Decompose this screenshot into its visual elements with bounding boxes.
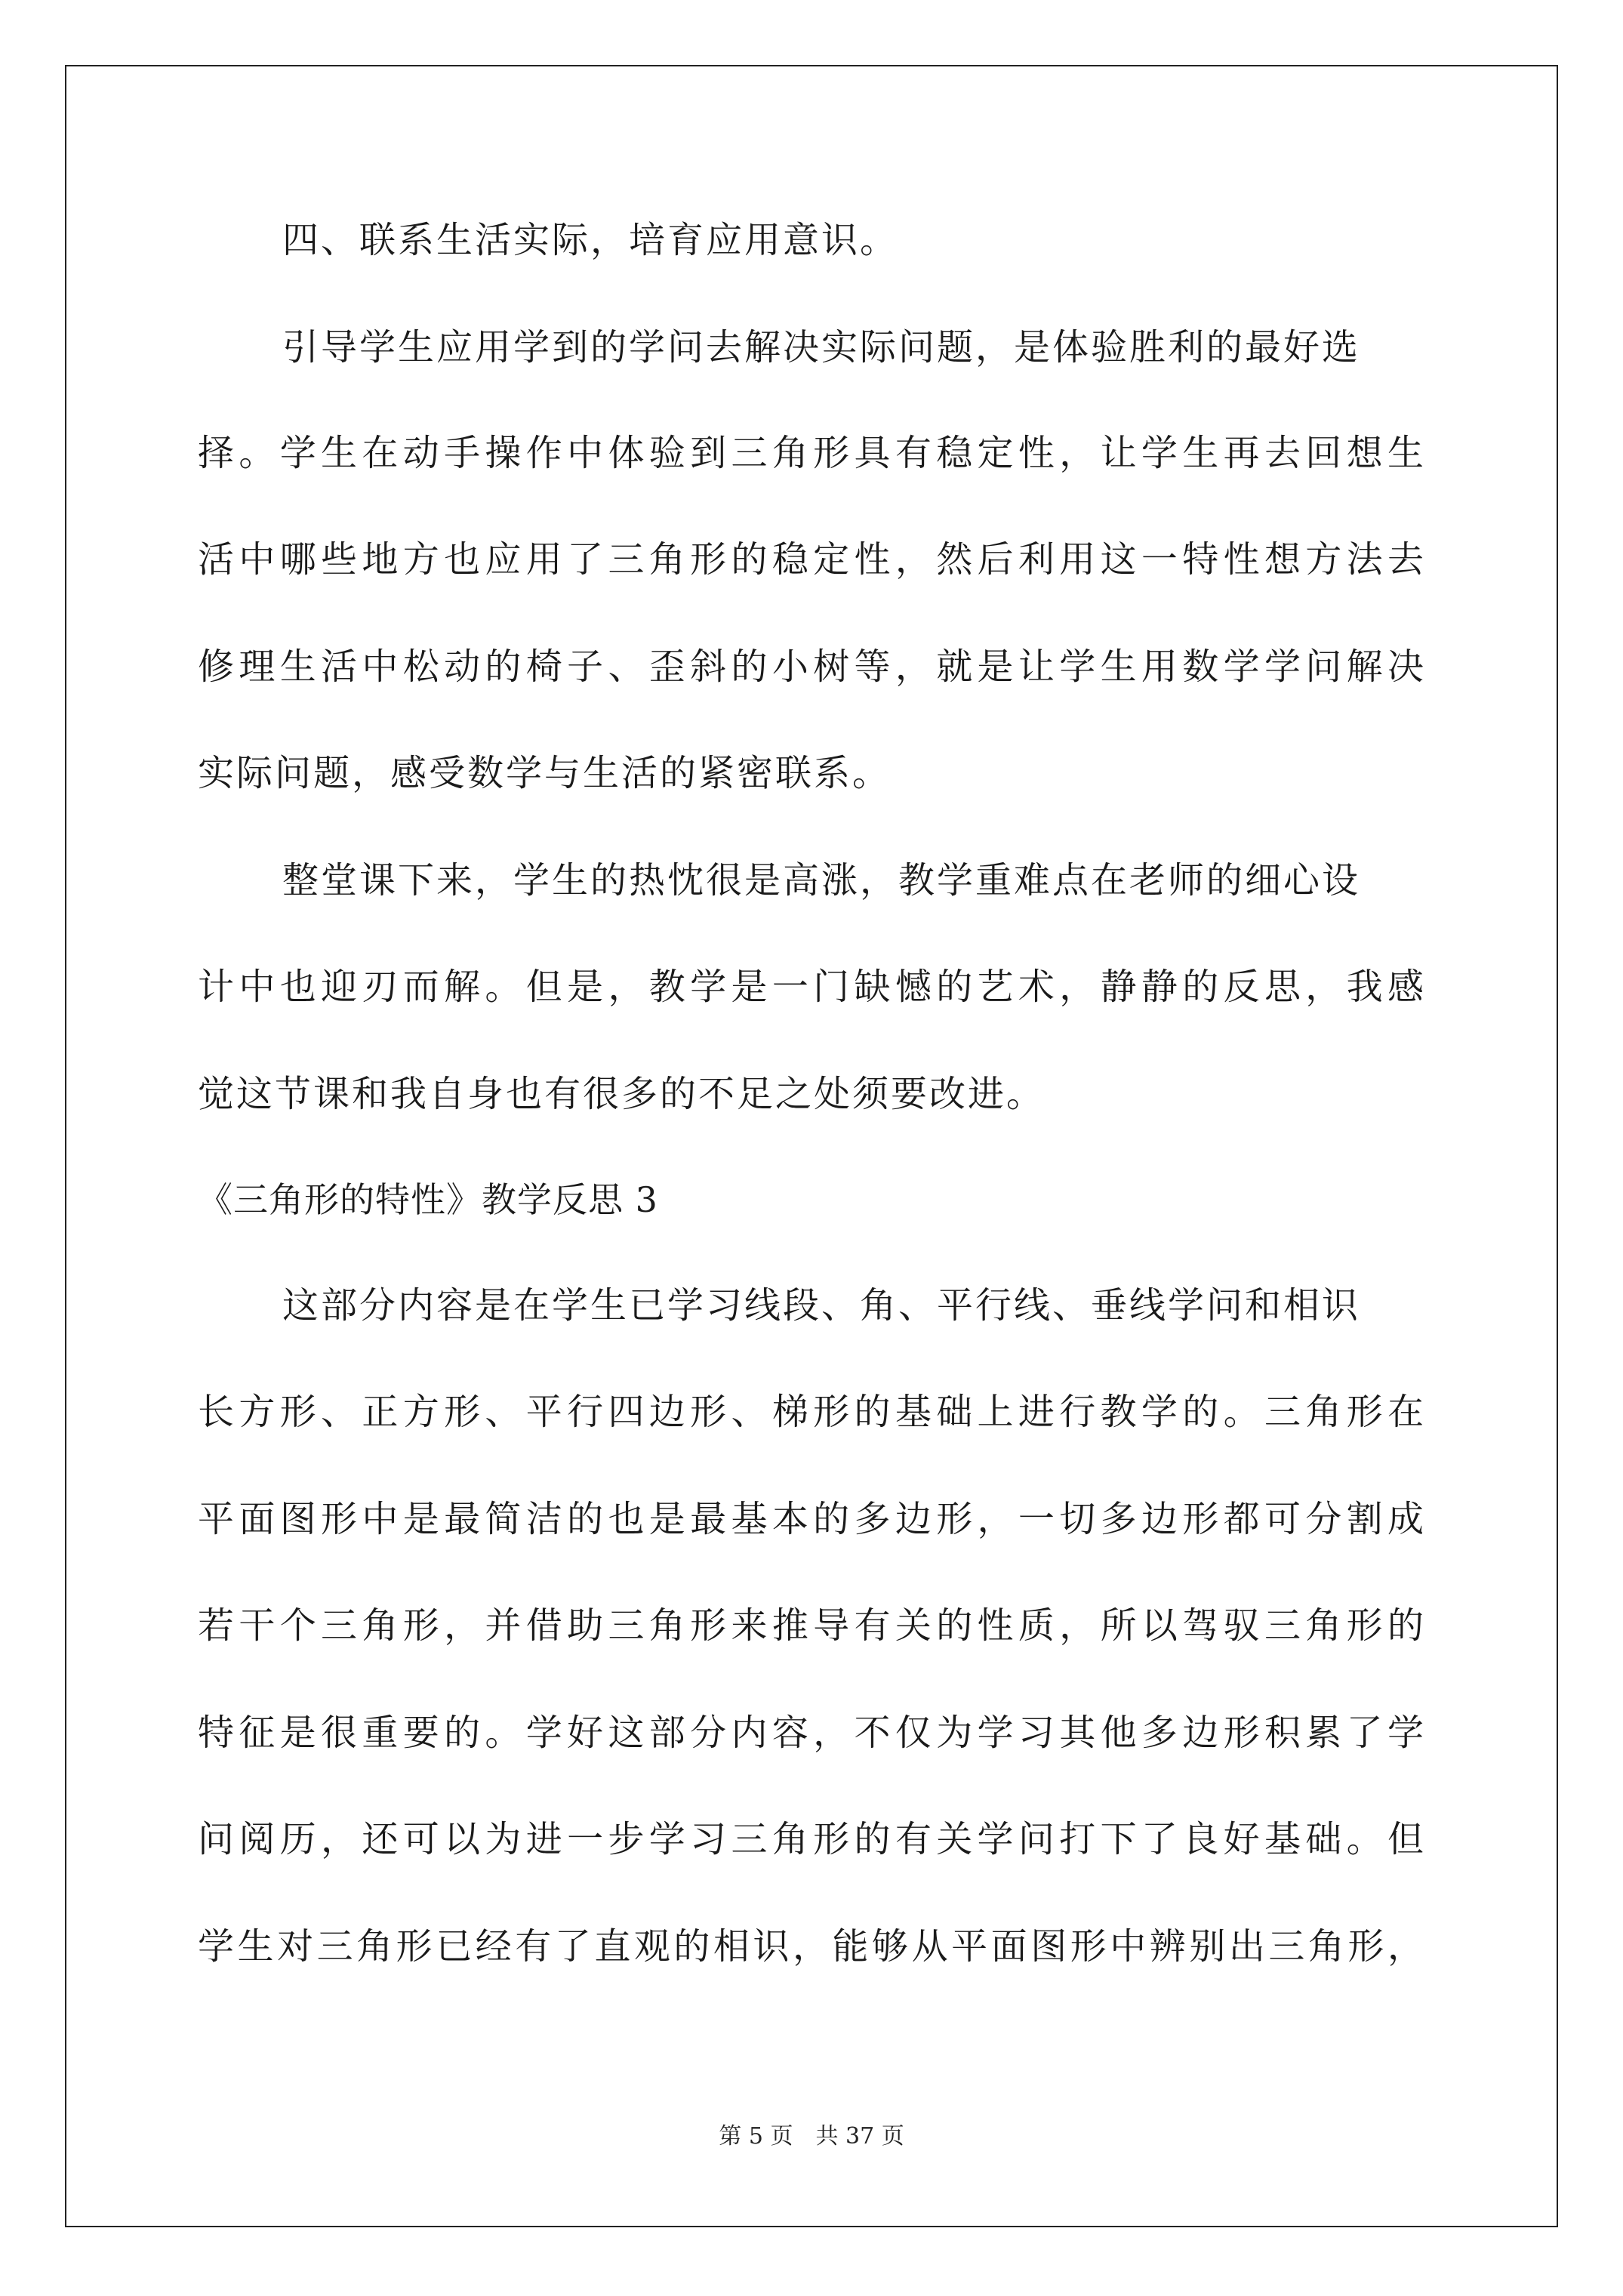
paragraph-line: 平面图形中是最简洁的也是最基本的多边形，一切多边形都可分割成 <box>198 1498 1424 1540</box>
paragraph-line: 计中也迎刃而解。但是，教学是一门缺憾的艺术，静静的反思，我感 <box>198 966 1424 1008</box>
paragraph-line: 活中哪些地方也应用了三角形的稳定性，然后利用这一特性想方法去 <box>198 538 1424 581</box>
paragraph-line: 择。学生在动手操作中体验到三角形具有稳定性，让学生再去回想生 <box>198 432 1424 474</box>
paragraph-line: 整堂课下来，学生的热忱很是高涨，教学重难点在老师的细心设 <box>282 859 1361 901</box>
paragraph-line: 引导学生应用学到的学问去解决实际问题，是体验胜利的最好选 <box>282 326 1361 368</box>
page-number-footer: 第 5 页 共 37 页 <box>719 2123 904 2150</box>
paragraph-line: 这部分内容是在学生已学习线段、角、平行线、垂线学问和相识 <box>282 1284 1361 1327</box>
paragraph-line: 特征是很重要的。学好这部分内容，不仅为学习其他多边形积累了学 <box>198 1712 1424 1754</box>
paragraph-line: 修理生活中松动的椅子、歪斜的小树等，就是让学生用数学学问解决 <box>198 646 1424 688</box>
paragraph-line: 若干个三角形，并借助三角形来推导有关的性质，所以驾驭三角形的 <box>198 1604 1424 1647</box>
paragraph-line: 长方形、正方形、平行四边形、梯形的基础上进行教学的。三角形在 <box>198 1391 1424 1433</box>
paragraph-line: 四、联系生活实际，培育应用意识。 <box>282 219 899 261</box>
paragraph-line: 问阅历，还可以为进一步学习三角形的有关学问打下了良好基础。但 <box>198 1818 1424 1860</box>
paragraph-line: 学生对三角形已经有了直观的相识，能够从平面图形中辨别出三角形， <box>198 1925 1424 1968</box>
paragraph-line: 实际问题，感受数学与生活的紧密联系。 <box>198 752 892 794</box>
page-border <box>65 65 1558 2227</box>
paragraph-line: 觉这节课和我自身也有很多的不足之处须要改进。 <box>198 1073 1046 1115</box>
section-heading: 《三角形的特性》教学反思 3 <box>198 1179 658 1220</box>
